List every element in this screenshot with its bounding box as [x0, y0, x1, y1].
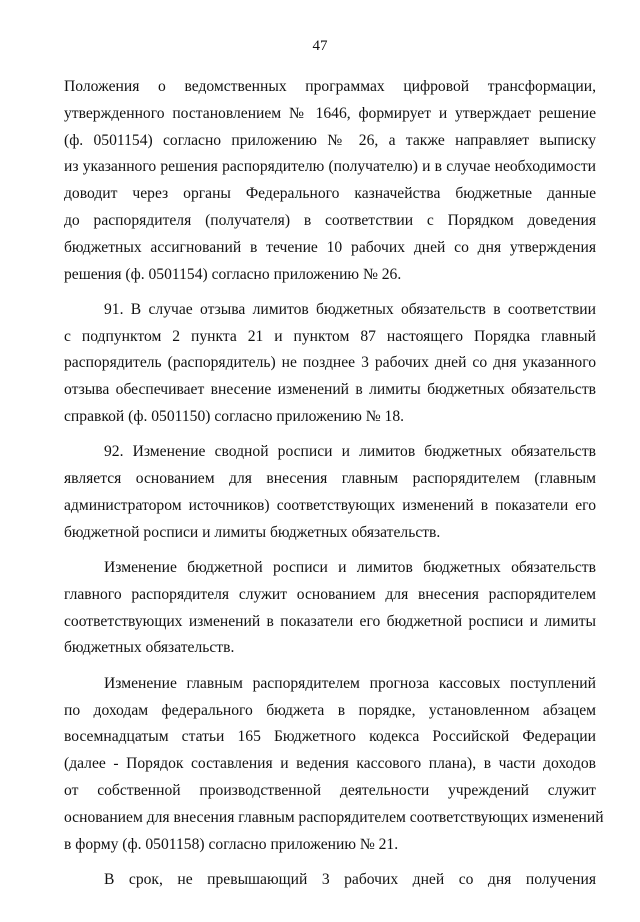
text-line: доводит через органы Федерального казначейства бюджетные данные [64, 185, 596, 203]
text-line: администратором источников) соответствующих изменений в показатели его [64, 496, 596, 514]
text-line: бюджетных обязательств. [64, 639, 235, 657]
document-body [64, 74, 604, 902]
paragraph [64, 74, 596, 288]
text-line: соответствующих изменений в показатели его бюджетной росписи и лимиты [64, 612, 596, 630]
text-line: В срок, не превышающий 3 рабочих дней со дня получения [104, 870, 596, 888]
text-line: (ф. 0501154) согласно приложению № 26, а также направляет выписку [64, 131, 596, 149]
page-number: 47 [312, 38, 328, 54]
text-line: 92. Изменение сводной росписи и лимитов бюджетных обязательств [104, 443, 596, 461]
text-line: от собственной производственной деятельности учреждений служит [64, 781, 596, 799]
text-line: является основанием для внесения главным распорядителем (главным [64, 470, 596, 488]
paragraph [64, 439, 596, 546]
text-line: 91. В случае отзыва лимитов бюджетных обязательств в соответствии [104, 300, 596, 318]
text-line: восемнадцатым статьи 165 Бюджетного кодекса Российской Федерации [64, 728, 596, 746]
text-line: по доходам федерального бюджета в порядке, установленном абзацем [64, 701, 596, 719]
text-line: с подпунктом 2 пункта 21 и пунктом 87 настоящего Порядка главный [64, 327, 596, 345]
text-line: отзыва обеспечивает внесение изменений в лимиты бюджетных обязательств [64, 381, 596, 399]
text-line: (далее - Порядок составления и ведения кассового плана), в части доходов [64, 755, 596, 773]
text-line: утвержденного постановлением № 1646, формирует и утверждает решение [64, 104, 596, 122]
text-line: бюджетной росписи и лимиты бюджетных обязательств. [64, 523, 441, 541]
text-line: справкой (ф. 0501150) согласно приложению № 18. [64, 408, 405, 426]
paragraph [64, 671, 604, 859]
text-line: основанием для внесения главным распорядителем соответствующих изменений [64, 808, 604, 826]
text-line: бюджетных ассигнований в течение 10 рабочих дней со дня утверждения [64, 238, 596, 256]
paragraph [64, 297, 596, 431]
text-line: из указанного решения распорядителю (получателю) и в случае необходимости [64, 158, 596, 176]
text-line: Изменение главным распорядителем прогноза кассовых поступлений [104, 674, 596, 692]
text-line: до распорядителя (получателя) в соответствии с Порядком доведения [64, 211, 596, 229]
paragraph [64, 555, 596, 662]
paragraph [64, 867, 596, 894]
text-line: главного распорядителя служит основанием для внесения распорядителем [64, 585, 596, 603]
text-line: Изменение бюджетной росписи и лимитов бюджетных обязательств [104, 559, 596, 577]
text-line: решения (ф. 0501154) согласно приложению № 26. [64, 265, 402, 283]
text-line: распорядитель (распорядитель) не позднее 3 рабочих дней со дня указанного [64, 354, 596, 372]
text-line: Положения о ведомственных программах цифровой трансформации, [64, 78, 596, 95]
text-line: в форму (ф. 0501158) согласно приложению № 21. [64, 835, 399, 853]
